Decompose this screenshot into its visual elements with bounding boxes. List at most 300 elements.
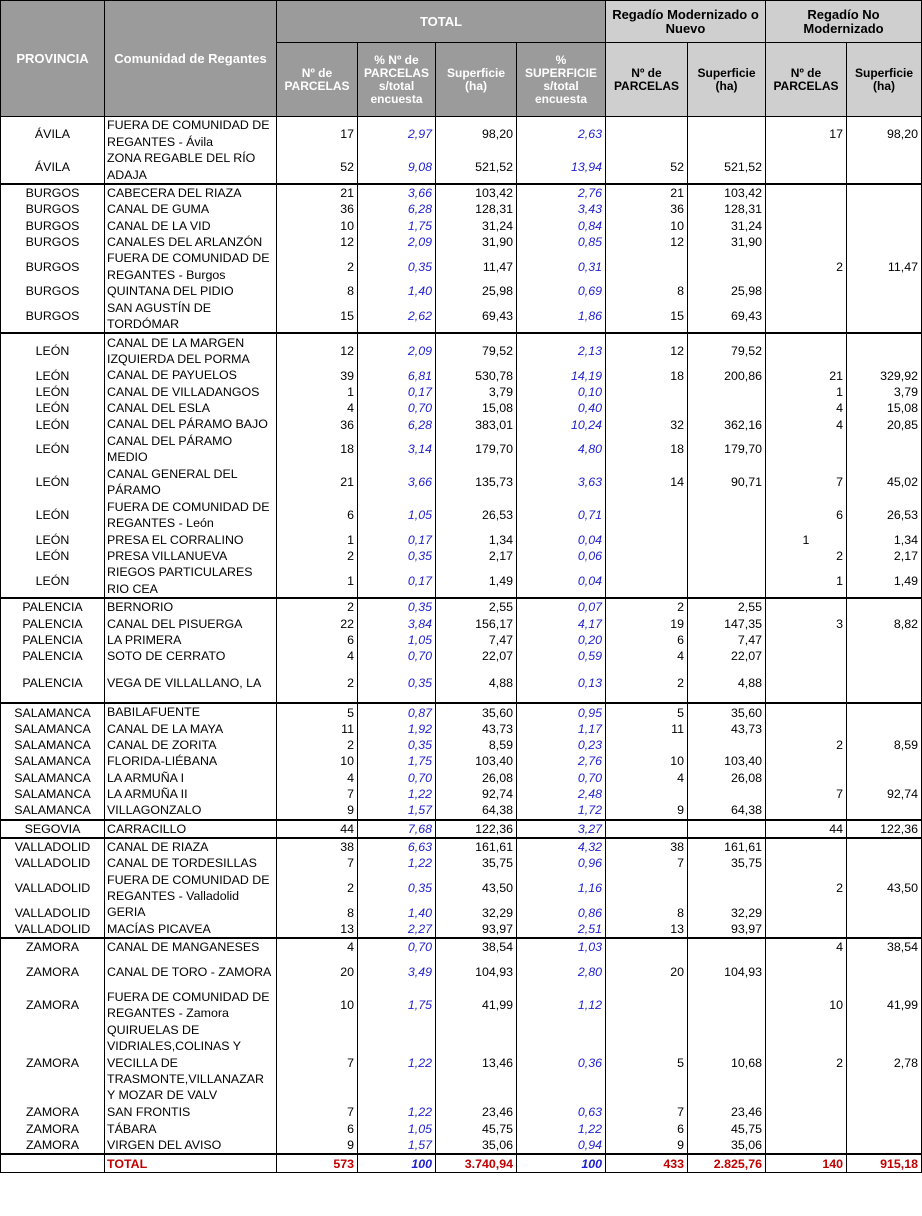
row-comunidad: CANAL DE PAYUELOS <box>105 367 277 383</box>
row-mod-parcelas <box>606 938 688 955</box>
row-pct-parcelas: 0,35 <box>358 871 436 904</box>
table-row <box>1 416 922 432</box>
row-nomod-parcelas: 1 <box>766 564 847 598</box>
row-mod-superficie <box>688 548 766 564</box>
row-pct-parcelas: 1,75 <box>358 218 436 234</box>
row-mod-parcelas: 2 <box>606 664 688 703</box>
row-superficie: 530,78 <box>436 367 517 383</box>
row-pct-parcelas: 1,05 <box>358 499 436 532</box>
row-mod-parcelas: 52 <box>606 150 688 184</box>
header-pct-superficie: % SUPERFICIE s/total encuesta <box>517 43 606 117</box>
row-pct-parcelas: 0,35 <box>358 548 436 564</box>
row-mod-superficie: 179,70 <box>688 433 766 466</box>
row-nomod-parcelas <box>766 664 847 703</box>
row-nomod-parcelas: 2 <box>766 871 847 904</box>
row-provincia: LEÓN <box>1 548 105 564</box>
row-nomod-parcelas <box>766 904 847 920</box>
row-provincia: ZAMORA <box>1 1121 105 1137</box>
row-provincia: PALENCIA <box>1 616 105 632</box>
row-nomod-superficie <box>847 150 922 184</box>
row-mod-parcelas: 5 <box>606 1021 688 1104</box>
row-superficie: 43,73 <box>436 721 517 737</box>
row-nomod-parcelas: 2 <box>766 548 847 564</box>
row-pct-superficie: 1,16 <box>517 871 606 904</box>
row-nomod-parcelas <box>766 234 847 250</box>
row-comunidad: FLORIDA-LIÉBANA <box>105 753 277 769</box>
row-pct-parcelas: 2,09 <box>358 234 436 250</box>
row-provincia: BURGOS <box>1 218 105 234</box>
row-pct-parcelas: 1,75 <box>358 753 436 769</box>
row-mod-superficie <box>688 871 766 904</box>
row-provincia: SALAMANCA <box>1 721 105 737</box>
row-mod-parcelas: 18 <box>606 367 688 383</box>
row-provincia: VALLADOLID <box>1 921 105 938</box>
row-nomod-superficie <box>847 1137 922 1154</box>
row-nomod-superficie <box>847 201 922 217</box>
row-pct-superficie: 2,76 <box>517 753 606 769</box>
row-pct-superficie: 0,04 <box>517 532 606 548</box>
row-superficie: 26,08 <box>436 770 517 786</box>
row-n-parcelas: 4 <box>277 400 358 416</box>
row-comunidad: CANAL DE LA MARGEN IZQUIERDA DEL PORMA <box>105 333 277 367</box>
row-provincia: BURGOS <box>1 299 105 333</box>
table-row <box>1 433 922 466</box>
row-mod-superficie: 104,93 <box>688 955 766 988</box>
row-mod-parcelas: 11 <box>606 721 688 737</box>
row-provincia: ZAMORA <box>1 1104 105 1120</box>
row-mod-superficie <box>688 988 766 1021</box>
row-pct-superficie: 2,48 <box>517 786 606 802</box>
row-pct-parcelas: 0,17 <box>358 384 436 400</box>
row-superficie: 32,29 <box>436 904 517 920</box>
row-pct-superficie: 0,06 <box>517 548 606 564</box>
row-comunidad: CANAL DE LA MAYA <box>105 721 277 737</box>
row-mod-superficie <box>688 820 766 838</box>
row-nomod-parcelas <box>766 721 847 737</box>
row-mod-parcelas <box>606 871 688 904</box>
row-n-parcelas: 15 <box>277 299 358 333</box>
row-nomod-parcelas <box>766 218 847 234</box>
row-nomod-parcelas: 17 <box>766 117 847 151</box>
row-n-parcelas: 44 <box>277 820 358 838</box>
row-nomod-superficie: 329,92 <box>847 367 922 383</box>
table-row <box>1 955 922 988</box>
row-nomod-parcelas <box>766 1137 847 1154</box>
table-row <box>1 466 922 499</box>
row-provincia: ÁVILA <box>1 117 105 151</box>
row-pct-superficie: 2,13 <box>517 333 606 367</box>
row-nomod-parcelas <box>766 598 847 615</box>
row-n-parcelas: 36 <box>277 201 358 217</box>
row-mod-superficie <box>688 117 766 151</box>
row-pct-parcelas: 0,70 <box>358 648 436 664</box>
row-provincia: LEÓN <box>1 400 105 416</box>
row-comunidad: CANAL DE VILLADANGOS <box>105 384 277 400</box>
row-superficie: 35,06 <box>436 1137 517 1154</box>
header-no-modernizado: Regadío No Modernizado <box>766 1 922 43</box>
row-pct-superficie: 0,95 <box>517 703 606 720</box>
row-nomod-superficie <box>847 802 922 819</box>
row-superficie: 93,97 <box>436 921 517 938</box>
row-superficie: 161,61 <box>436 838 517 855</box>
row-pct-superficie: 1,86 <box>517 299 606 333</box>
row-mod-parcelas: 8 <box>606 904 688 920</box>
row-superficie: 38,54 <box>436 938 517 955</box>
row-nomod-parcelas <box>766 333 847 367</box>
row-comunidad: FUERA DE COMUNIDAD DE REGANTES - Burgos <box>105 250 277 283</box>
total-n-parcelas: 573 <box>277 1154 358 1173</box>
row-mod-parcelas <box>606 820 688 838</box>
row-pct-parcelas: 1,40 <box>358 283 436 299</box>
row-pct-superficie: 2,76 <box>517 184 606 201</box>
table-row <box>1 384 922 400</box>
row-provincia: VALLADOLID <box>1 871 105 904</box>
row-mod-parcelas: 15 <box>606 299 688 333</box>
table-row <box>1 117 922 151</box>
row-comunidad: VILLAGONZALO <box>105 802 277 819</box>
row-superficie: 79,52 <box>436 333 517 367</box>
row-comunidad: BABILAFUENTE <box>105 703 277 720</box>
row-comunidad: SAN FRONTIS <box>105 1104 277 1120</box>
total-pct-superficie: 100 <box>517 1154 606 1173</box>
row-provincia: PALENCIA <box>1 664 105 703</box>
row-superficie: 26,53 <box>436 499 517 532</box>
table-row <box>1 564 922 598</box>
row-pct-superficie: 0,59 <box>517 648 606 664</box>
table-row <box>1 1137 922 1154</box>
row-n-parcelas: 22 <box>277 616 358 632</box>
row-comunidad: CANAL DE MANGANESES <box>105 938 277 955</box>
header-provincia: PROVINCIA <box>1 1 105 117</box>
table-row <box>1 150 922 184</box>
row-pct-superficie: 4,32 <box>517 838 606 855</box>
row-provincia: SALAMANCA <box>1 753 105 769</box>
row-n-parcelas: 5 <box>277 703 358 720</box>
row-pct-superficie: 1,17 <box>517 721 606 737</box>
row-mod-parcelas: 18 <box>606 433 688 466</box>
row-pct-parcelas: 1,22 <box>358 855 436 871</box>
row-nomod-superficie: 20,85 <box>847 416 922 432</box>
row-nomod-superficie <box>847 234 922 250</box>
row-nomod-parcelas <box>766 283 847 299</box>
row-superficie: 104,93 <box>436 955 517 988</box>
row-pct-parcelas: 0,70 <box>358 400 436 416</box>
row-nomod-parcelas <box>766 703 847 720</box>
row-nomod-parcelas <box>766 201 847 217</box>
table-row <box>1 786 922 802</box>
row-mod-parcelas: 13 <box>606 921 688 938</box>
row-mod-superficie <box>688 564 766 598</box>
row-provincia: ZAMORA <box>1 1021 105 1104</box>
row-comunidad: QUINTANA DEL PIDIO <box>105 283 277 299</box>
row-n-parcelas: 52 <box>277 150 358 184</box>
row-nomod-parcelas <box>766 184 847 201</box>
row-n-parcelas: 8 <box>277 283 358 299</box>
row-pct-superficie: 4,80 <box>517 433 606 466</box>
table-row <box>1 820 922 838</box>
row-pct-parcelas: 6,81 <box>358 367 436 383</box>
row-pct-superficie: 2,63 <box>517 117 606 151</box>
row-mod-superficie: 35,06 <box>688 1137 766 1154</box>
row-mod-superficie: 161,61 <box>688 838 766 855</box>
row-pct-parcelas: 3,66 <box>358 184 436 201</box>
row-nomod-superficie <box>847 632 922 648</box>
row-mod-parcelas <box>606 117 688 151</box>
row-mod-superficie: 93,97 <box>688 921 766 938</box>
row-pct-parcelas: 2,27 <box>358 921 436 938</box>
row-pct-parcelas: 6,28 <box>358 201 436 217</box>
row-provincia: ZAMORA <box>1 988 105 1021</box>
row-mod-parcelas: 10 <box>606 218 688 234</box>
row-superficie: 128,31 <box>436 201 517 217</box>
row-superficie: 35,60 <box>436 703 517 720</box>
row-superficie: 11,47 <box>436 250 517 283</box>
row-superficie: 179,70 <box>436 433 517 466</box>
row-mod-superficie: 69,43 <box>688 299 766 333</box>
row-mod-superficie: 35,60 <box>688 703 766 720</box>
row-mod-parcelas: 21 <box>606 184 688 201</box>
table-row <box>1 753 922 769</box>
row-mod-superficie: 2,55 <box>688 598 766 615</box>
row-provincia: LEÓN <box>1 433 105 466</box>
row-mod-parcelas <box>606 737 688 753</box>
row-pct-parcelas: 2,97 <box>358 117 436 151</box>
row-mod-superficie: 4,88 <box>688 664 766 703</box>
row-provincia: LEÓN <box>1 532 105 548</box>
row-n-parcelas: 10 <box>277 218 358 234</box>
row-pct-parcelas: 0,17 <box>358 564 436 598</box>
row-nomod-parcelas: 10 <box>766 988 847 1021</box>
row-mod-superficie <box>688 938 766 955</box>
row-pct-parcelas: 3,66 <box>358 466 436 499</box>
row-pct-parcelas: 1,22 <box>358 1104 436 1120</box>
row-n-parcelas: 2 <box>277 548 358 564</box>
row-provincia: VALLADOLID <box>1 838 105 855</box>
row-comunidad: CANAL DE ZORITA <box>105 737 277 753</box>
row-superficie: 156,17 <box>436 616 517 632</box>
row-comunidad: QUIRUELAS DE VIDRIALES,COLINAS Y VECILLA DE TRASMONTE,VILLANAZAR Y MOZAR DE VALV <box>105 1021 277 1104</box>
table-row <box>1 988 922 1021</box>
row-nomod-parcelas: 21 <box>766 367 847 383</box>
row-superficie: 2,17 <box>436 548 517 564</box>
row-nomod-superficie <box>847 433 922 466</box>
table-row <box>1 871 922 904</box>
row-superficie: 135,73 <box>436 466 517 499</box>
row-mod-parcelas: 5 <box>606 703 688 720</box>
row-comunidad: CANAL DEL ESLA <box>105 400 277 416</box>
table-row <box>1 664 922 703</box>
row-nomod-superficie <box>847 283 922 299</box>
row-n-parcelas: 21 <box>277 466 358 499</box>
row-comunidad: CANAL DE RIAZA <box>105 838 277 855</box>
row-mod-parcelas: 4 <box>606 770 688 786</box>
row-n-parcelas: 10 <box>277 753 358 769</box>
row-n-parcelas: 39 <box>277 367 358 383</box>
row-mod-superficie: 25,98 <box>688 283 766 299</box>
row-provincia: LEÓN <box>1 333 105 367</box>
table-row <box>1 333 922 367</box>
row-superficie: 1,34 <box>436 532 517 548</box>
row-superficie: 45,75 <box>436 1121 517 1137</box>
row-pct-superficie: 4,17 <box>517 616 606 632</box>
row-provincia: SALAMANCA <box>1 703 105 720</box>
row-nomod-parcelas: 2 <box>766 737 847 753</box>
row-mod-superficie <box>688 737 766 753</box>
table-header <box>1 1 922 117</box>
row-nomod-superficie <box>847 703 922 720</box>
row-nomod-superficie: 41,99 <box>847 988 922 1021</box>
row-provincia: VALLADOLID <box>1 855 105 871</box>
row-provincia: SALAMANCA <box>1 770 105 786</box>
row-mod-parcelas: 6 <box>606 632 688 648</box>
row-pct-parcelas: 0,35 <box>358 250 436 283</box>
row-nomod-superficie <box>847 904 922 920</box>
table-row <box>1 648 922 664</box>
row-mod-parcelas <box>606 499 688 532</box>
row-pct-parcelas: 0,70 <box>358 770 436 786</box>
row-comunidad: CANAL DE GUMA <box>105 201 277 217</box>
row-pct-superficie: 2,51 <box>517 921 606 938</box>
row-n-parcelas: 12 <box>277 234 358 250</box>
row-pct-superficie: 0,20 <box>517 632 606 648</box>
row-superficie: 7,47 <box>436 632 517 648</box>
row-pct-parcelas: 1,92 <box>358 721 436 737</box>
row-mod-parcelas: 10 <box>606 753 688 769</box>
row-n-parcelas: 4 <box>277 648 358 664</box>
row-comunidad: MACÍAS PICAVEA <box>105 921 277 938</box>
row-superficie: 98,20 <box>436 117 517 151</box>
row-nomod-superficie <box>847 921 922 938</box>
row-n-parcelas: 6 <box>277 499 358 532</box>
row-nomod-superficie <box>847 855 922 871</box>
row-mod-superficie <box>688 384 766 400</box>
row-pct-superficie: 3,63 <box>517 466 606 499</box>
row-n-parcelas: 12 <box>277 333 358 367</box>
row-pct-parcelas: 9,08 <box>358 150 436 184</box>
row-nomod-superficie <box>847 598 922 615</box>
row-nomod-superficie <box>847 299 922 333</box>
row-mod-parcelas <box>606 548 688 564</box>
row-mod-parcelas: 2 <box>606 598 688 615</box>
header-modernizado: Regadío Modernizado o Nuevo <box>606 1 766 43</box>
row-mod-superficie <box>688 400 766 416</box>
row-comunidad: CANAL DEL PÁRAMO MEDIO <box>105 433 277 466</box>
total-superficie: 3.740,94 <box>436 1154 517 1173</box>
row-nomod-superficie: 1,49 <box>847 564 922 598</box>
table-row <box>1 283 922 299</box>
table-row <box>1 250 922 283</box>
row-nomod-parcelas <box>766 433 847 466</box>
row-pct-superficie: 0,86 <box>517 904 606 920</box>
total-mod-parcelas: 433 <box>606 1154 688 1173</box>
row-provincia: LEÓN <box>1 384 105 400</box>
row-comunidad: PRESA EL CORRALINO <box>105 532 277 548</box>
row-comunidad: VEGA DE VILLALLANO, LA <box>105 664 277 703</box>
row-mod-parcelas: 19 <box>606 616 688 632</box>
row-mod-parcelas <box>606 988 688 1021</box>
row-nomod-superficie: 3,79 <box>847 384 922 400</box>
table-row <box>1 770 922 786</box>
row-nomod-superficie: 15,08 <box>847 400 922 416</box>
row-nomod-superficie: 43,50 <box>847 871 922 904</box>
row-nomod-superficie: 92,74 <box>847 786 922 802</box>
row-nomod-parcelas <box>766 802 847 819</box>
row-n-parcelas: 2 <box>277 250 358 283</box>
row-mod-parcelas: 38 <box>606 838 688 855</box>
header-total: TOTAL <box>277 1 606 43</box>
row-pct-parcelas: 1,75 <box>358 988 436 1021</box>
row-n-parcelas: 4 <box>277 770 358 786</box>
row-pct-parcelas: 1,22 <box>358 786 436 802</box>
row-n-parcelas: 11 <box>277 721 358 737</box>
row-superficie: 64,38 <box>436 802 517 819</box>
row-nomod-superficie <box>847 721 922 737</box>
table-row <box>1 1121 922 1137</box>
total-provincia <box>1 1154 105 1173</box>
row-superficie: 25,98 <box>436 283 517 299</box>
total-row <box>1 1154 922 1173</box>
row-pct-superficie: 0,36 <box>517 1021 606 1104</box>
row-nomod-superficie: 8,82 <box>847 616 922 632</box>
row-mod-parcelas: 9 <box>606 1137 688 1154</box>
row-n-parcelas: 1 <box>277 564 358 598</box>
row-nomod-parcelas <box>766 921 847 938</box>
table-row <box>1 201 922 217</box>
row-nomod-superficie <box>847 955 922 988</box>
row-superficie: 31,90 <box>436 234 517 250</box>
row-provincia: PALENCIA <box>1 632 105 648</box>
row-mod-parcelas <box>606 250 688 283</box>
row-comunidad: CARRACILLO <box>105 820 277 838</box>
row-pct-superficie: 1,72 <box>517 802 606 819</box>
row-comunidad: SOTO DE CERRATO <box>105 648 277 664</box>
table-row <box>1 938 922 955</box>
row-provincia: BURGOS <box>1 283 105 299</box>
row-mod-superficie: 200,86 <box>688 367 766 383</box>
row-pct-parcelas: 0,87 <box>358 703 436 720</box>
row-nomod-parcelas: 44 <box>766 820 847 838</box>
row-mod-parcelas: 4 <box>606 648 688 664</box>
row-pct-superficie: 10,24 <box>517 416 606 432</box>
row-comunidad: CANALES DEL ARLANZÓN <box>105 234 277 250</box>
row-pct-superficie: 0,69 <box>517 283 606 299</box>
row-mod-superficie: 64,38 <box>688 802 766 819</box>
row-nomod-parcelas: 2 <box>766 1021 847 1104</box>
row-nomod-superficie <box>847 333 922 367</box>
row-nomod-parcelas <box>766 299 847 333</box>
row-superficie: 383,01 <box>436 416 517 432</box>
row-pct-parcelas: 1,57 <box>358 802 436 819</box>
table-row <box>1 904 922 920</box>
row-pct-parcelas: 3,49 <box>358 955 436 988</box>
row-comunidad: CANAL DEL PÁRAMO BAJO <box>105 416 277 432</box>
row-superficie: 2,55 <box>436 598 517 615</box>
row-mod-parcelas: 12 <box>606 234 688 250</box>
row-provincia: SALAMANCA <box>1 786 105 802</box>
row-pct-superficie: 0,23 <box>517 737 606 753</box>
table-row <box>1 367 922 383</box>
row-comunidad: RIEGOS PARTICULARES RIO CEA <box>105 564 277 598</box>
row-mod-superficie: 35,75 <box>688 855 766 871</box>
row-comunidad: SAN AGUSTÍN DE TORDÓMAR <box>105 299 277 333</box>
table-row <box>1 1021 922 1104</box>
header-nomod-superficie: Superficie (ha) <box>847 43 922 117</box>
row-pct-parcelas: 1,40 <box>358 904 436 920</box>
row-n-parcelas: 9 <box>277 802 358 819</box>
table-row <box>1 548 922 564</box>
row-comunidad: LA ARMUÑA II <box>105 786 277 802</box>
row-superficie: 13,46 <box>436 1021 517 1104</box>
